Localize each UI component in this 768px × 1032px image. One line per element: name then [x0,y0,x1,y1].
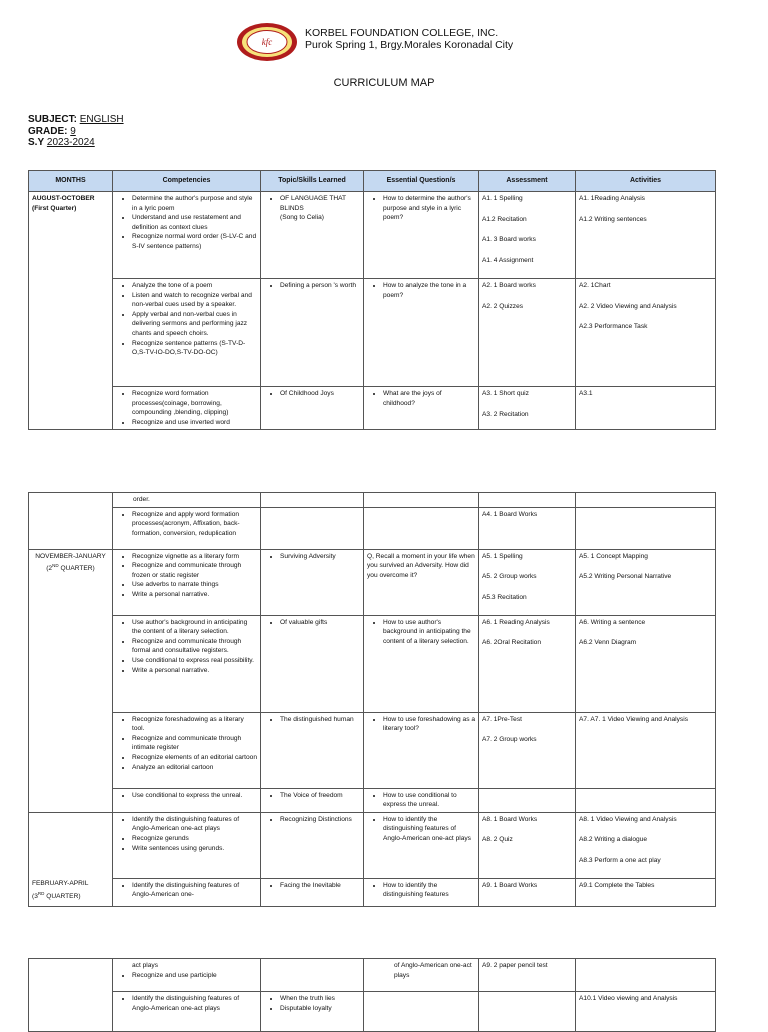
curriculum-table-page-3 [28,958,716,1032]
assessment-cell [479,192,576,279]
quarter-label: (First Quarter) [32,204,77,212]
topic-item: • Defining a person 's worth [280,281,360,291]
table-row [29,549,716,615]
competencies-cell [113,549,261,615]
activities-cell [576,788,716,812]
topic-cell [261,959,364,992]
competency-item: • Recognize gerunds [132,834,257,844]
competency-item: • Recognize foreshadowing as a literary tool. [132,715,257,734]
question-cell [364,279,479,387]
quarter-suffix: QUARTER) [58,565,95,573]
question-item: • How to identify the distinguishing features of Anglo-American one-act plays [383,815,475,844]
activity-item: A2.3 Performance Task [579,323,648,331]
assessment-item: A6. 2Oral Recitation [482,639,542,647]
quarter-label [32,561,109,574]
column-header: Activities [576,171,716,192]
continued-competency: order. [113,493,261,508]
table-row [29,615,716,712]
competency-item: • Recognize and communicate through frozen or static register [132,561,257,580]
column-header: Essential Question/s [364,171,479,192]
activity-item: A9.1 Complete the Tables [579,881,655,889]
topic-cell [261,493,364,508]
table-row [29,788,716,812]
competency-item: • Write sentences using gerunds. [132,844,257,854]
competencies-cell [113,507,261,549]
month-cell [29,192,113,430]
activity-item: A6. Writing a sentence [579,618,646,626]
assessment-cell [479,712,576,788]
column-header: MONTHS [29,171,113,192]
assessment-cell [479,992,576,1032]
activity-item: A7. A7. 1 Video Viewing and Analysis [579,715,688,723]
activity-item: A2. 1Chart [579,282,611,289]
question-cell [364,712,479,788]
assessment-cell [479,959,576,992]
competency-item: • Identify the distinguishing features of Anglo-American one- [132,881,257,900]
table-row [29,279,716,387]
topic-cell [261,387,364,430]
assessment-cell [479,387,576,430]
topic-item: • Facing the Inevitable [280,881,360,891]
quarter-label [32,889,109,902]
question-cell [364,387,479,430]
table-row [29,192,716,279]
activities-cell [576,279,716,387]
competency-item: • Listen and watch to recognize verbal and non-verbal cues used by a speaker. [132,291,257,310]
activities-cell [576,615,716,712]
sy-value: 2023-2024 [46,137,95,148]
table-row [29,812,716,878]
assessment-item: A7. 2 Group works [482,736,537,744]
competencies-cell [113,279,261,387]
assessment-cell [479,549,576,615]
activities-cell [576,549,716,615]
assessment-item: A7. 1Pre-Test [482,715,522,723]
question-text: Q, Recall a moment in your life when you survived an Adversity. How did you overcome it? [367,552,475,579]
topic-cell [261,192,364,279]
activities-cell [576,878,716,906]
assessment-item: A8. 1 Board Works [482,815,538,823]
competencies-cell [113,992,261,1032]
topic-item: • When the truth lies [280,994,360,1004]
sy-label: S.Y [28,137,45,148]
competencies-cell [113,812,261,878]
topic-cell [261,712,364,788]
assessment-item: A4. 1 Board Works [482,510,538,518]
quarter-ordinal: ND [52,563,59,569]
competency-item: • Recognize and use inverted word [132,418,257,428]
question-cell [364,507,479,549]
competency-item: • Use adverbs to narrate things [132,580,257,590]
table-row [29,878,716,906]
topic-cell [261,812,364,878]
topic-item: • OF LANGUAGE THAT BLINDS [280,194,360,213]
assessment-item: A2. 2 Quizzes [482,302,524,310]
competency-item: • Recognize normal word order (S-LV-C and S-IV sentence patterns) [132,232,257,251]
college-address: Purok Spring 1, Brgy.Morales Koronadal City [305,39,514,51]
page-3 [0,958,768,1024]
question-item: • How to identify the distinguishing features [383,881,475,900]
assessment-cell [479,493,576,508]
column-header: Topic/Skills Learned [261,171,364,192]
table-row [29,992,716,1032]
assessment-item: A1. 4 Assignment [482,256,534,264]
assessment-item: A1. 1 Spelling [482,195,523,202]
assessment-item: A9. 2 paper pencil test [482,962,548,969]
quarter-suffix: QUARTER) [44,893,81,901]
competencies-cell [113,615,261,712]
page-1 [0,0,768,440]
competency-item: • Use author's background in anticipating the content of a literary selection. [132,618,257,637]
svg-text:kfc: kfc [261,37,273,47]
activity-item: A6.2 Venn Diagram [579,639,637,647]
topic-item: • The distinguished human [280,715,360,725]
assessment-item: A9. 1 Board Works [482,881,538,889]
topic-item: • Of Childhood Joys [280,389,360,399]
topic-item: • The Voice of freedom [280,791,360,801]
question-item: • How to analyze the tone in a poem? [383,281,475,300]
month-cell-empty [29,493,113,550]
curriculum-table-page-1 [28,170,716,430]
topic-item: • Recognizing Distinctions [280,815,360,825]
assessment-item: A1.2 Recitation [482,215,527,223]
competency-item: • Recognize sentence patterns (S-TV-D-O,S-TV-IO-DO,S-TV-DO-OC) [132,339,257,358]
competency-item: • Use conditional to express the unreal. [132,791,257,801]
assessment-item: A2. 1 Board works [482,282,536,289]
curriculum-table-page-2 [28,492,716,907]
assessment-item: A1. 3 Board works [482,236,536,244]
activities-cell [576,812,716,878]
competencies-cell [113,712,261,788]
topic-subtitle: (Song to Celia) [280,214,324,222]
activities-cell [576,712,716,788]
activities-cell [576,507,716,549]
competencies-cell [113,788,261,812]
activity-item: A3.1 [579,390,593,397]
question-item: • How to use foreshadowing as a literary tool? [383,715,475,734]
topic-cell [261,788,364,812]
topic-item: • Disputable loyalty [280,1004,360,1014]
month-label: FEBRUARY-APRIL [32,880,89,888]
competency-item: • Use conditional to express real possibility. [132,656,257,666]
activities-cell [576,387,716,430]
competencies-cell [113,192,261,279]
question-cell [364,493,479,508]
assessment-item: A8. 2 Quiz [482,836,513,844]
competency-item: • Recognize and apply word formation processes(acronym, Affixation, back-formation, conversion, reduplication [132,510,257,539]
question-cell [364,959,479,992]
competency-item: • Recognize word formation processes(coinage, borrowing, compounding ,blending, clipping) [132,389,257,418]
topic-cell [261,615,364,712]
question-cell [364,992,479,1032]
question-item: • How to use author's background in anticipating the content of a literary selection. [383,618,475,647]
question-item: • What are the joys of childhood? [383,389,475,408]
competency-item: • Recognize and communicate through formal and consultative registers. [132,637,257,656]
question-cell [364,192,479,279]
table-row [29,493,716,508]
quarter-prefix: (2 [46,565,53,573]
question-cell [364,878,479,906]
activity-item: A8.3 Perform a one act play [579,856,661,864]
activities-cell [576,192,716,279]
assessment-item: A3. 1 Short quiz [482,390,529,397]
competency-item: • Understand and use restatement and definition as context clues [132,213,257,232]
activity-item: A8. 1 Video Viewing and Analysis [579,815,677,823]
table-header-row [29,171,716,192]
competency-item: • Determine the author's purpose and style in a lyric poem [132,194,257,213]
table-row [29,387,716,430]
competencies-cell [113,878,261,906]
grade-value: 9 [70,125,76,137]
assessment-item: A5.3 Recitation [482,593,527,601]
topic-item: • Surviving Adversity [280,552,360,562]
competency-item: • Analyze the tone of a poem [132,281,257,291]
question-cell [364,812,479,878]
month-cell [29,812,113,906]
continued-competency: act plays [132,962,159,969]
column-header: Competencies [113,171,261,192]
assessment-item: A3. 2 Recitation [482,410,529,418]
subject-label: SUBJECT: [28,114,77,125]
month-label: NOVEMBER-JANUARY [35,552,106,560]
competencies-cell [113,387,261,430]
activity-item: A2. 2 Video Viewing and Analysis [579,302,677,310]
assessment-item: A6. 1 Reading Analysis [482,618,550,626]
question-cell [364,549,479,615]
activity-item: A5. 1 Concept Mapping [579,552,648,560]
topic-item: • Of valuable gifts [280,618,360,628]
competency-item: • Recognize and communicate through intimate register [132,734,257,753]
subject-value: ENGLISH [79,114,124,125]
assessment-cell [479,878,576,906]
college-name: KORBEL FOUNDATION COLLEGE, INC. [305,27,499,39]
page-2 [0,492,768,902]
competency-item: • Identify the distinguishing features of Anglo-American one-act plays [132,815,257,834]
competency-item: • Recognize vignette as a literary form [132,552,257,562]
month-cell-empty [29,959,113,1032]
competency-item: • Identify the distinguishing features of Anglo-American one-act plays [132,994,257,1013]
activity-item: A1.2 Writing sentences [579,215,647,223]
month-label: AUGUST-OCTOBER [32,195,95,202]
activities-cell [576,493,716,508]
quarter-ordinal: RD [37,891,45,896]
assessment-cell [479,279,576,387]
continued-question: of Anglo-American one-act plays [394,962,472,979]
table-row [29,507,716,549]
assessment-cell [479,788,576,812]
month-cell [29,549,113,812]
topic-cell [261,549,364,615]
activity-item: A10.1 Video viewing and Analysis [579,995,678,1002]
competency-item: • Write a personal narrative. [132,590,257,600]
topic-cell [261,279,364,387]
column-header: Assessment [479,171,576,192]
question-cell [364,788,479,812]
question-item: • How to determine the author's purpose and style in a lyric poem? [383,194,475,223]
table-row [29,959,716,992]
competencies-cell [113,959,261,992]
activities-cell [576,992,716,1032]
topic-cell [261,507,364,549]
subject-meta [28,114,124,149]
topic-cell [261,878,364,906]
question-cell [364,615,479,712]
document-title: CURRICULUM MAP [333,77,435,89]
table-row [29,712,716,788]
topic-cell [261,992,364,1032]
college-header [305,27,513,51]
competency-item: • Recognize and use participle [132,971,257,981]
activity-item: A5.2 Writing Personal Narrative [579,573,672,581]
competency-item: • Write a personal narrative. [132,666,257,676]
question-item: • How to use conditional to express the unreal. [383,791,475,810]
assessment-item: A5. 2 Group works [482,573,537,581]
assessment-cell [479,812,576,878]
quarter-prefix: (3 [32,893,38,901]
competency-item: • Recognize elements of an editorial cartoon [132,753,257,763]
assessment-cell [479,507,576,549]
activity-item: A1. 1Reading Analysis [579,195,645,202]
college-seal-logo [236,22,298,62]
activities-cell [576,959,716,992]
competency-item: • Analyze an editorial cartoon [132,763,257,773]
assessment-cell [479,615,576,712]
assessment-item: A5. 1 Spelling [482,552,523,560]
activity-item: A8.2 Writing a dialogue [579,836,648,844]
grade-label: GRADE: [28,125,68,137]
competency-item: • Apply verbal and non-verbal cues in delivering sermons and performing jazz chants and speech choirs. [132,310,257,339]
